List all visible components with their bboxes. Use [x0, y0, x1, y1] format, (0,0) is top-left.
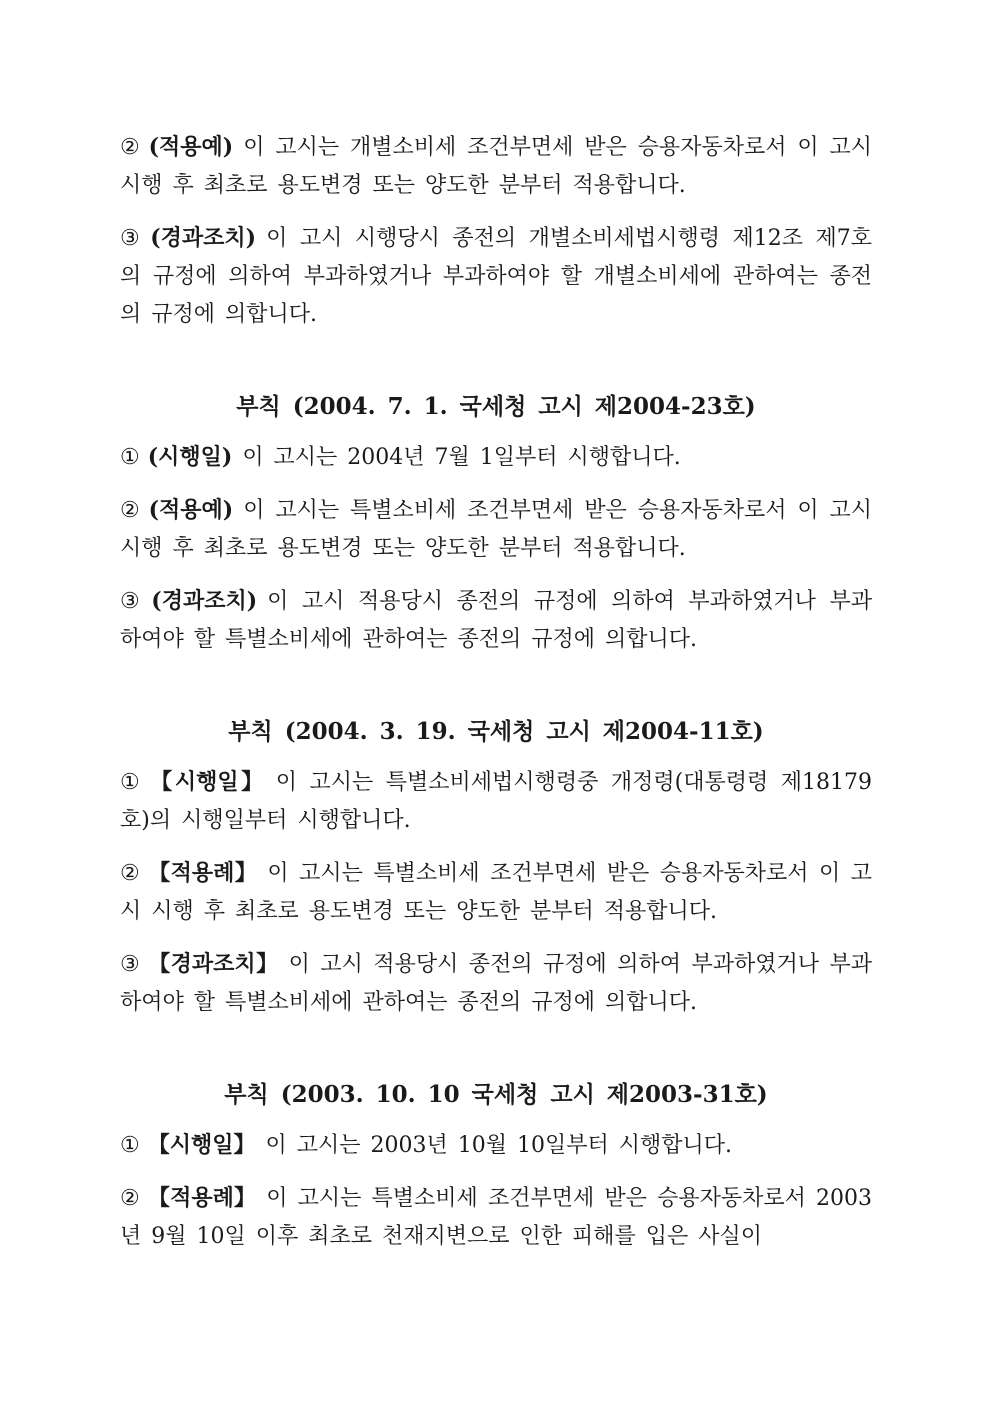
clause-tag: (경과조치) [150, 225, 257, 251]
circled-number: ① [120, 445, 140, 470]
circled-number: ③ [120, 952, 141, 977]
clause-text: 이 고시 적용당시 종전의 규정에 의하여 부과하였거나 부과하여야 할 특별소비세에 관하여는 종전의 규정에 의합니다. [120, 952, 872, 1015]
clause-tag: (경과조치) [151, 588, 258, 614]
s3-paragraph-2 [120, 1179, 872, 1256]
circled-number: ③ [120, 589, 144, 614]
section-title-2004-23: 부칙 (2004. 7. 1. 국세청 고시 제2004-23호) [236, 393, 756, 420]
s1-paragraph-2 [120, 491, 872, 568]
circled-number: ② [120, 1186, 140, 1211]
clause-tag: (적용예) [148, 134, 234, 160]
s2-paragraph-2 [120, 854, 872, 931]
s1-paragraph-1 [120, 438, 872, 477]
section-title-2003-31: 부칙 (2003. 10. 10 국세청 고시 제2003-31호) [224, 1081, 768, 1108]
clause-tag: 【적용례】 [148, 860, 258, 886]
clause-tag: 【적용례】 [147, 1185, 257, 1211]
clause-text: 이 고시는 특별소비세 조건부면세 받은 승용자동차로서 2003년 9월 10일 이후 최초로 천재지변으로 인한 피해를 입은 사실이 [120, 1186, 872, 1249]
clause-text: 이 고시 시행당시 종전의 개별소비세법시행령 제12조 제7호의 규정에 의하여 부과하였거나 부과하여야 할 개별소비세에 관하여는 종전의 규정에 의합니다. [120, 226, 872, 327]
clause-text: 이 고시 적용당시 종전의 규정에 의하여 부과하였거나 부과 하여야 할 특별소비세에 관하여는 종전의 규정에 의합니다. [120, 589, 872, 652]
s1-paragraph-3 [120, 582, 872, 659]
clause-text: 이 고시는 특별소비세 조건부면세 받은 승용자동차로서 이 고시 시행 후 최초로 용도변경 또는 양도한 분부터 적용합니다. [120, 861, 872, 924]
clause-tag: (시행일) [147, 444, 233, 470]
top-paragraph-2 [120, 128, 872, 205]
circled-number: ① [120, 1133, 140, 1158]
clause-text: 이 고시는 개별소비세 조건부면세 받은 승용자동차로서 이 고시 시행 후 최초로 용도변경 또는 양도한 분부터 적용합니다. [120, 135, 872, 198]
section-title-2004-11: 부칙 (2004. 3. 19. 국세청 고시 제2004-11호) [228, 718, 764, 745]
circled-number: ② [120, 135, 141, 160]
clause-text: 이 고시는 특별소비세 조건부면세 받은 승용자동차로서 이 고시 시행 후 최초로 용도변경 또는 양도한 분부터 적용합니다. [120, 498, 872, 561]
clause-tag: 【시행일】 [147, 1132, 256, 1158]
document-page [120, 128, 872, 1270]
clause-tag: 【시행일】 [150, 769, 266, 795]
s3-paragraph-1 [120, 1126, 872, 1165]
clause-tag: 【경과조치】 [148, 951, 279, 977]
circled-number: ② [120, 498, 141, 523]
s2-paragraph-3 [120, 945, 872, 1022]
clause-text: 이 고시는 2003년 10월 10일부터 시행합니다. [265, 1133, 732, 1158]
clause-tag: (적용예) [148, 497, 234, 523]
clause-text: 이 고시는 2004년 7월 1일부터 시행합니다. [242, 445, 681, 470]
clause-text: 이 고시는 특별소비세법시행령중 개정령(대통령령 제18179호)의 시행일부터 시행합니다. [120, 770, 872, 833]
circled-number: ③ [120, 226, 143, 251]
circled-number: ① [120, 770, 143, 795]
s2-paragraph-1 [120, 763, 872, 840]
circled-number: ② [120, 861, 141, 886]
top-paragraph-3 [120, 219, 872, 334]
